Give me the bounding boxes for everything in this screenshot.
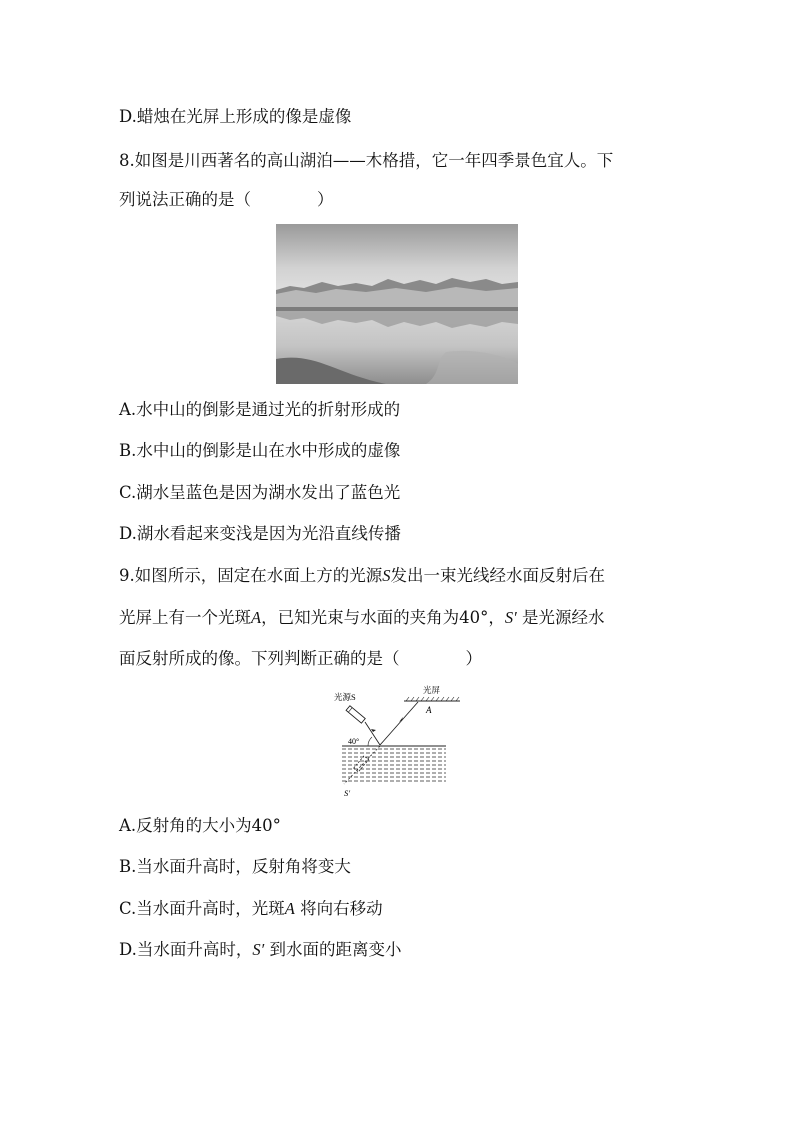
q8-stem-line-1: 8.如图是川西著名的高山湖泊——木格措，它一年四季景色宜人。下 [119, 151, 614, 170]
incident-ray [365, 722, 380, 745]
q9-option-c: C.当水面升高时，光斑A 将向右移动 [119, 899, 383, 918]
angle-label: 40° [348, 737, 360, 746]
q9-option-d: D.当水面升高时，S′ 到水面的距离变小 [119, 940, 402, 959]
q8-stem-line-2: 列说法正确的是（ ） [119, 190, 334, 209]
screen-label: 光屏 [423, 685, 441, 695]
source-label: 光源S [334, 692, 356, 702]
q8-option-c: C.湖水呈蓝色是因为湖水发出了蓝色光 [119, 483, 401, 502]
angle-arc [368, 737, 372, 746]
image-label: S′ [344, 788, 351, 798]
q7-option-d: D.蜡烛在光屏上形成的像是虚像 [119, 107, 352, 126]
q9-option-a: A.反射角的大小为40° [119, 816, 281, 835]
q9-stem-line-3: 面反射所成的像。下列判断正确的是（ ） [119, 649, 482, 668]
q9-option-b: B.当水面升高时，反射角将变大 [119, 857, 351, 876]
spot-label: A [426, 705, 432, 715]
q8-option-d: D.湖水看起来变浅是因为光沿直线传播 [119, 524, 401, 543]
reflected-ray [380, 702, 418, 745]
q8-option-b: B.水中山的倒影是山在水中形成的虚像 [119, 441, 401, 460]
q9-stem-line-1: 9.如图所示，固定在水面上方的光源S发出一束光线经水面反射后在 [119, 566, 605, 585]
q9-stem-line-2: 光屏上有一个光斑A，已知光束与水面的夹角为40°，S′ 是光源经水 [119, 608, 605, 627]
reflection-diagram [330, 684, 465, 800]
light-source [346, 706, 365, 723]
q8-option-a: A.水中山的倒影是通过光的折射形成的 [119, 400, 401, 419]
lake-photo [276, 224, 518, 384]
water-body [342, 746, 446, 782]
screen-hatching [406, 697, 459, 701]
